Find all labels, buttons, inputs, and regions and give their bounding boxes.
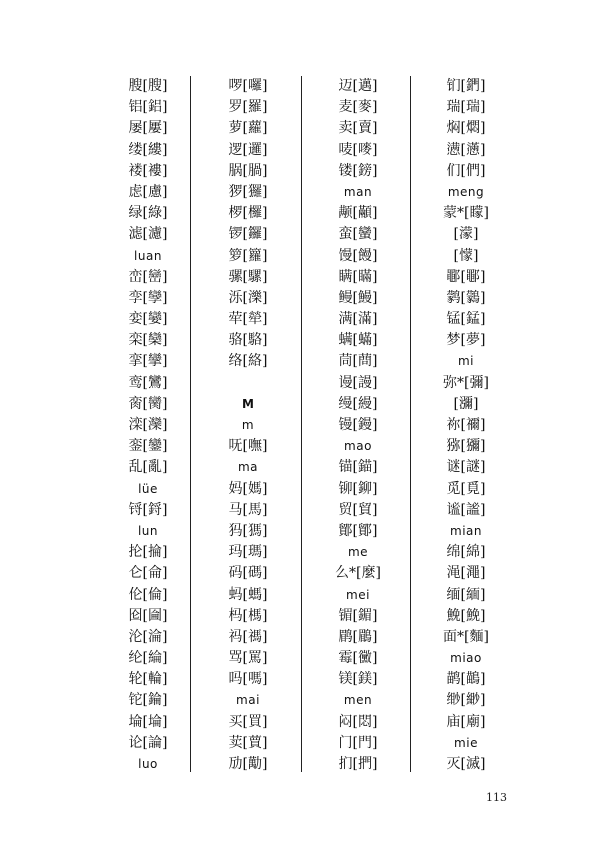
table-cell: 逻[邏]: [228, 141, 268, 158]
table-cell: 犸[獁]: [228, 522, 268, 539]
table-cell: 挛[攣]: [128, 353, 168, 370]
table-cell: 缕[縷]: [128, 141, 168, 158]
table-cell: 栾[欒]: [128, 332, 168, 349]
table-cell: 銮[鑾]: [128, 438, 168, 455]
table-cell: 沦[淪]: [128, 628, 168, 645]
table-cell: 膄[膄]: [128, 78, 168, 94]
table-cell: mie: [454, 735, 478, 750]
table-cell: 褛[褸]: [128, 162, 168, 179]
table-cell: 弥*[彌]: [443, 374, 489, 391]
table-cell: 钔[鍆]: [446, 78, 486, 94]
table-cell: 啰[囉]: [228, 78, 268, 94]
table-cell: 罗[羅]: [228, 99, 268, 116]
table-cell: 扪[捫]: [338, 756, 378, 772]
table-cell: 门[門]: [338, 734, 378, 751]
table-cell: 面*[麵]: [443, 628, 489, 645]
table-cell: 鹲[鸏]: [446, 289, 486, 306]
table-cell: 骆[駱]: [228, 332, 268, 349]
table-cell: 迈[邁]: [338, 78, 378, 94]
table-cell: 荦[犖]: [228, 311, 268, 328]
table-cell: [瀰]: [453, 395, 479, 412]
table-cell: 屡[屢]: [128, 120, 168, 137]
table-cell: 霉[黴]: [338, 650, 378, 667]
table-cell: m: [241, 418, 255, 432]
table-cell: 锰[錳]: [446, 311, 486, 328]
table-cell: 娈[孌]: [128, 311, 168, 328]
table-cell: 买[買]: [228, 713, 268, 730]
table-cell: 谧[謐]: [446, 501, 486, 518]
table-cell: 鄳[鄳]: [446, 268, 486, 285]
table-cell: 镂[鎊]: [338, 162, 378, 179]
table-cell: 脶[腡]: [228, 162, 268, 179]
table-cell: 馒[饅]: [338, 247, 378, 264]
table-cell: 轮[輪]: [128, 671, 168, 688]
table-column-4: [414, 76, 518, 776]
table-cell: 瑞[瑞]: [446, 99, 486, 116]
table-cell: 鮸[鮸]: [446, 607, 486, 624]
table-cell: 荬[蕒]: [228, 734, 268, 751]
table-cell: 鹋[鶓]: [446, 671, 486, 688]
table-cell: 泺[濼]: [228, 289, 268, 306]
table-cell: 铝[鋁]: [128, 99, 168, 116]
table-cell: ma: [237, 460, 259, 475]
table-cell: mei: [346, 587, 370, 602]
table-cell: 茼[蔄]: [338, 353, 378, 370]
column-divider: [190, 76, 191, 772]
table-cell: 脔[臠]: [128, 395, 168, 412]
table-cell: 庙[廟]: [446, 713, 486, 730]
table-cell: mao: [344, 439, 372, 454]
table-cell: 猡[玀]: [228, 183, 268, 200]
table-cell: 祃[禡]: [228, 628, 268, 645]
table-cell: 蒙*[矇]: [443, 205, 489, 222]
table-cell: 灭[滅]: [446, 756, 486, 772]
table-cell: 鸾[鸞]: [128, 374, 168, 391]
table-cell: 鹛[鶥]: [338, 628, 378, 645]
page-number: 113: [486, 791, 507, 804]
table-cell: 劢[勱]: [228, 756, 268, 772]
table-cell: 唛[嘜]: [338, 141, 378, 158]
column-divider: [301, 76, 302, 772]
table-cell: 锣[鑼]: [228, 226, 268, 243]
table-cell: 论[論]: [128, 734, 168, 751]
table-cell: 骂[罵]: [228, 650, 268, 667]
table-cell: lüe: [138, 481, 158, 496]
table-cell: 们[們]: [446, 162, 486, 179]
character-table: [96, 76, 512, 776]
table-cell: [懞]: [453, 247, 479, 264]
table-column-1: [96, 76, 200, 776]
table-cell: 抡[掄]: [128, 544, 168, 561]
table-cell: men: [343, 693, 373, 708]
table-cell: 玛[瑪]: [228, 544, 268, 561]
table-cell: 吗[嗎]: [228, 671, 268, 688]
table-cell: lun: [137, 523, 159, 538]
table-cell: 螨[蟎]: [338, 332, 378, 349]
table-cell: 络[絡]: [228, 353, 268, 370]
table-column-3: [306, 76, 410, 776]
table-cell: 马[馬]: [228, 501, 268, 518]
table-column-2: [196, 76, 300, 776]
table-cell: 萝[蘿]: [228, 120, 268, 137]
table-cell: 绵[綿]: [446, 544, 486, 561]
table-cell: 纶[綸]: [128, 650, 168, 667]
table-cell: 滤[濾]: [128, 226, 168, 243]
table-cell: 缅[緬]: [446, 586, 486, 603]
table-cell: 孪[孿]: [128, 289, 168, 306]
table-cell: 贸[貿]: [338, 501, 378, 518]
table-cell: 伦[倫]: [128, 586, 168, 603]
table-cell: 镅[鎇]: [338, 607, 378, 624]
table-cell: [196, 373, 300, 394]
table-cell: 谩[謾]: [338, 374, 378, 391]
table-cell: 鳗[鰻]: [338, 289, 378, 306]
table-cell: mi: [457, 354, 475, 369]
table-cell: 觅[覓]: [446, 480, 486, 497]
table-cell: 绿[綠]: [128, 205, 168, 222]
table-cell: 鄮[鄮]: [338, 522, 378, 539]
table-cell: 锚[錨]: [338, 459, 378, 476]
table-cell: 渑[澠]: [446, 565, 486, 582]
table-cell: 妈[媽]: [228, 480, 268, 497]
table-cell: 谜[謎]: [446, 459, 486, 476]
table-cell: 蚂[螞]: [228, 586, 268, 603]
table-cell: [濛]: [453, 226, 479, 243]
table-cell: 骡[騾]: [228, 268, 268, 285]
table-cell: 颟[顢]: [338, 205, 378, 222]
table-cell: 杩[榪]: [228, 607, 268, 624]
table-cell: 么*[麼]: [335, 565, 381, 582]
column-divider: [410, 76, 411, 772]
table-cell: 梦[夢]: [446, 332, 486, 349]
table-cell: 麦[麥]: [338, 99, 378, 116]
table-cell: M: [242, 396, 254, 411]
table-cell: me: [347, 545, 369, 560]
table-cell: 埨[埨]: [128, 713, 168, 730]
table-cell: luo: [138, 757, 158, 771]
table-cell: 箩[籮]: [228, 247, 268, 264]
table-cell: 码[碼]: [228, 565, 268, 582]
table-cell: mian: [450, 523, 482, 538]
table-cell: 峦[巒]: [128, 268, 168, 285]
table-cell: 焖[燜]: [446, 120, 486, 137]
table-cell: 乱[亂]: [128, 459, 168, 476]
table-cell: luan: [134, 248, 162, 263]
table-cell: 镘[鏝]: [338, 417, 378, 433]
table-cell: 蛮[蠻]: [338, 226, 378, 243]
table-cell: 缈[緲]: [446, 692, 486, 709]
table-cell: 仑[侖]: [128, 565, 168, 582]
table-cell: miao: [450, 651, 482, 666]
table-cell: 滦[灤]: [128, 417, 168, 433]
table-cell: 虑[慮]: [128, 183, 168, 200]
table-cell: 懑[懣]: [446, 141, 486, 158]
table-cell: mai: [236, 693, 260, 708]
table-cell: 呒[嘸]: [228, 438, 268, 455]
table-cell: 锊[鋝]: [128, 501, 168, 518]
table-cell: man: [343, 184, 373, 199]
table-cell: 椤[欏]: [228, 205, 268, 222]
table-cell: 镁[鎂]: [338, 671, 378, 688]
table-cell: 囵[圇]: [128, 607, 168, 624]
table-cell: meng: [447, 184, 485, 199]
table-cell: 祢[禰]: [446, 417, 486, 433]
table-cell: 铊[錀]: [128, 692, 168, 709]
table-cell: 满[滿]: [338, 311, 378, 328]
table-cell: 铆[鉚]: [338, 480, 378, 497]
table-cell: 瞒[瞞]: [338, 268, 378, 285]
table-cell: 猕[獼]: [446, 438, 486, 455]
table-cell: 卖[賣]: [338, 120, 378, 137]
table-cell: 缦[縵]: [338, 395, 378, 412]
table-cell: 闷[悶]: [338, 713, 378, 730]
